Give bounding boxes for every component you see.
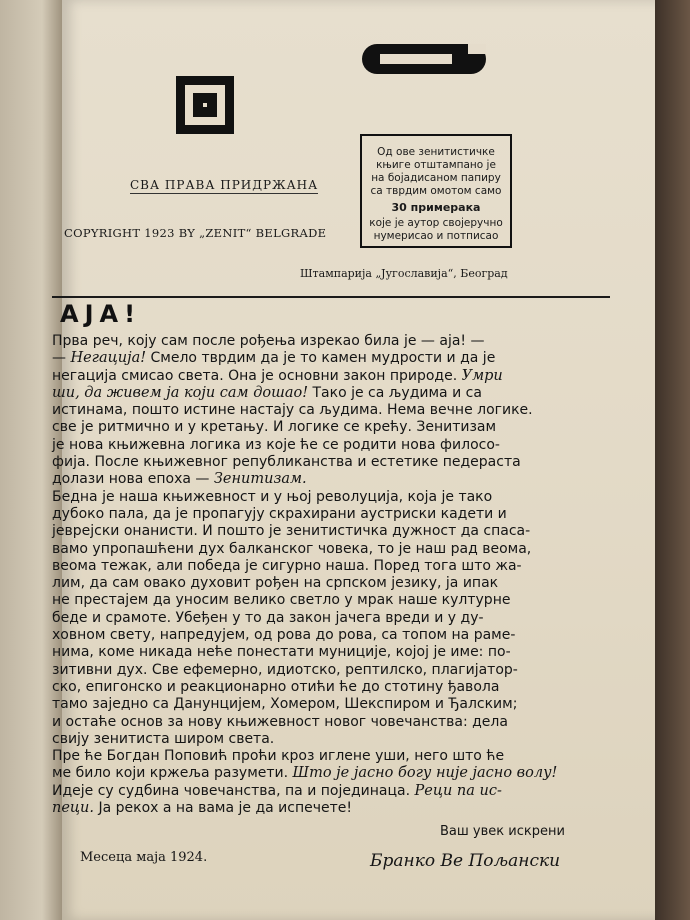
divider-rule xyxy=(52,296,610,298)
text-line: свију зенитиста широм света. xyxy=(52,730,275,747)
article-title: АЈА! xyxy=(60,300,142,328)
date-line: Месеца маја 1924. xyxy=(80,850,208,865)
background-surface xyxy=(655,0,690,920)
edition-note-line: књиге отштампано је xyxy=(376,159,496,171)
closing-greeting: Ваш увек искрени xyxy=(440,824,565,839)
text-line: фија. После књижевног републиканства и естетике педераста xyxy=(52,454,521,471)
edition-count: 30 примерака xyxy=(391,201,481,214)
text-line: — Негација! Смело тврдим да је то камен мудрости и да је xyxy=(52,350,496,367)
text-line: Прва реч, коју сам после рођења изрекао била је — аја! — xyxy=(52,333,485,349)
rights-notice: СВА ПРАВА ПРИДРЖАНА xyxy=(130,178,319,192)
edition-note-line: нумерисао и потписао xyxy=(373,230,499,242)
text-line: ско, епигонско и реакционарно отићи ће до стотину ђавола xyxy=(52,678,500,695)
text-line: ме било који кржеља разумети. Што је јасно богу није јасно волу! xyxy=(52,765,558,782)
text-line: тамо заједно са Данунцијем, Хомером, Шекспиром и Ђалским; xyxy=(52,696,518,713)
text-line: и остаће основ за нову књижевност новог човечанства: дела xyxy=(52,713,508,730)
text-line: зитивни дух. Све ефемерно, идиотско, рептилско, плагијатор- xyxy=(52,661,518,678)
text-line: лим, да сам овако духовит рођен на српском језику, ја ипак xyxy=(52,575,499,592)
text-line: Идеје су судбина човечанства, па и појединаца. Реци па ис- xyxy=(52,782,502,799)
text-line: пеци. Ја рекох а на вама је да испечете! xyxy=(52,800,352,817)
edition-note-line: са тврдим омотом само xyxy=(370,185,502,197)
text-line: истинама, пошто истине настају са људима. Нема вечне логике. xyxy=(52,402,533,419)
printer-line: Штампарија „Југославија“, Београд xyxy=(300,267,508,280)
text-line: дубоко пала, да је пропагују скрахирани аустриски кадети и xyxy=(52,505,507,522)
zenit-square-logo xyxy=(176,76,234,134)
text-line: Пре ће Богдан Поповић проћи кроз иглене уши, него што ће xyxy=(52,748,505,765)
text-line: нима, коме никада неће понестати муниције, којој је име: по- xyxy=(52,644,511,661)
text-line: не престајем да уносим велико светло у мрак наше културне xyxy=(52,592,511,609)
edition-note-line: на бојадисаном папиру xyxy=(371,172,501,184)
text-line: негација смисао света. Она је основни закон природе. Умри xyxy=(52,367,503,384)
text-line: ши, да живем ја који сам дошао! Тако је са људима и са xyxy=(52,384,482,401)
edition-note-box xyxy=(360,134,512,248)
text-line: Бедна је наша књижевност и у њој револуција, која је тако xyxy=(52,488,493,505)
author-signature: Бранко Ве Пољански xyxy=(370,851,561,871)
text-line: веома тежак, али победа је сигурно наша. Поред тога што жа- xyxy=(52,557,522,574)
text-line: вамо упропашћени дух балканског човека, то је наш рад веома, xyxy=(52,540,532,557)
text-line: ховном свету, напредујем, од рова до рова, са топом на раме- xyxy=(52,627,516,644)
edition-note-line: Од ове зенитистичке xyxy=(377,146,495,158)
article-body xyxy=(52,333,622,817)
text-line: јеврејски онанисти. И пошто је зенитистичка дужност да спаса- xyxy=(52,523,531,540)
text-line: је нова књижевна логика из које ће се родити нова филосо- xyxy=(52,436,500,453)
text-line: све је ритмично и у кретању. И логике се крећу. Зенитизам xyxy=(52,419,497,436)
edition-note-line: које је аутор својеручно xyxy=(369,217,503,229)
text-line: беде и срамоте. Убеђен у то да закон јачега вреди и у ду- xyxy=(52,609,484,626)
text-line: долази нова епоха — Зенитизам. xyxy=(52,471,307,488)
copyright-line: COPYRIGHT 1923 BY „ZENIT“ BELGRADE xyxy=(64,226,327,240)
zenit-numeral-logo xyxy=(362,40,486,78)
